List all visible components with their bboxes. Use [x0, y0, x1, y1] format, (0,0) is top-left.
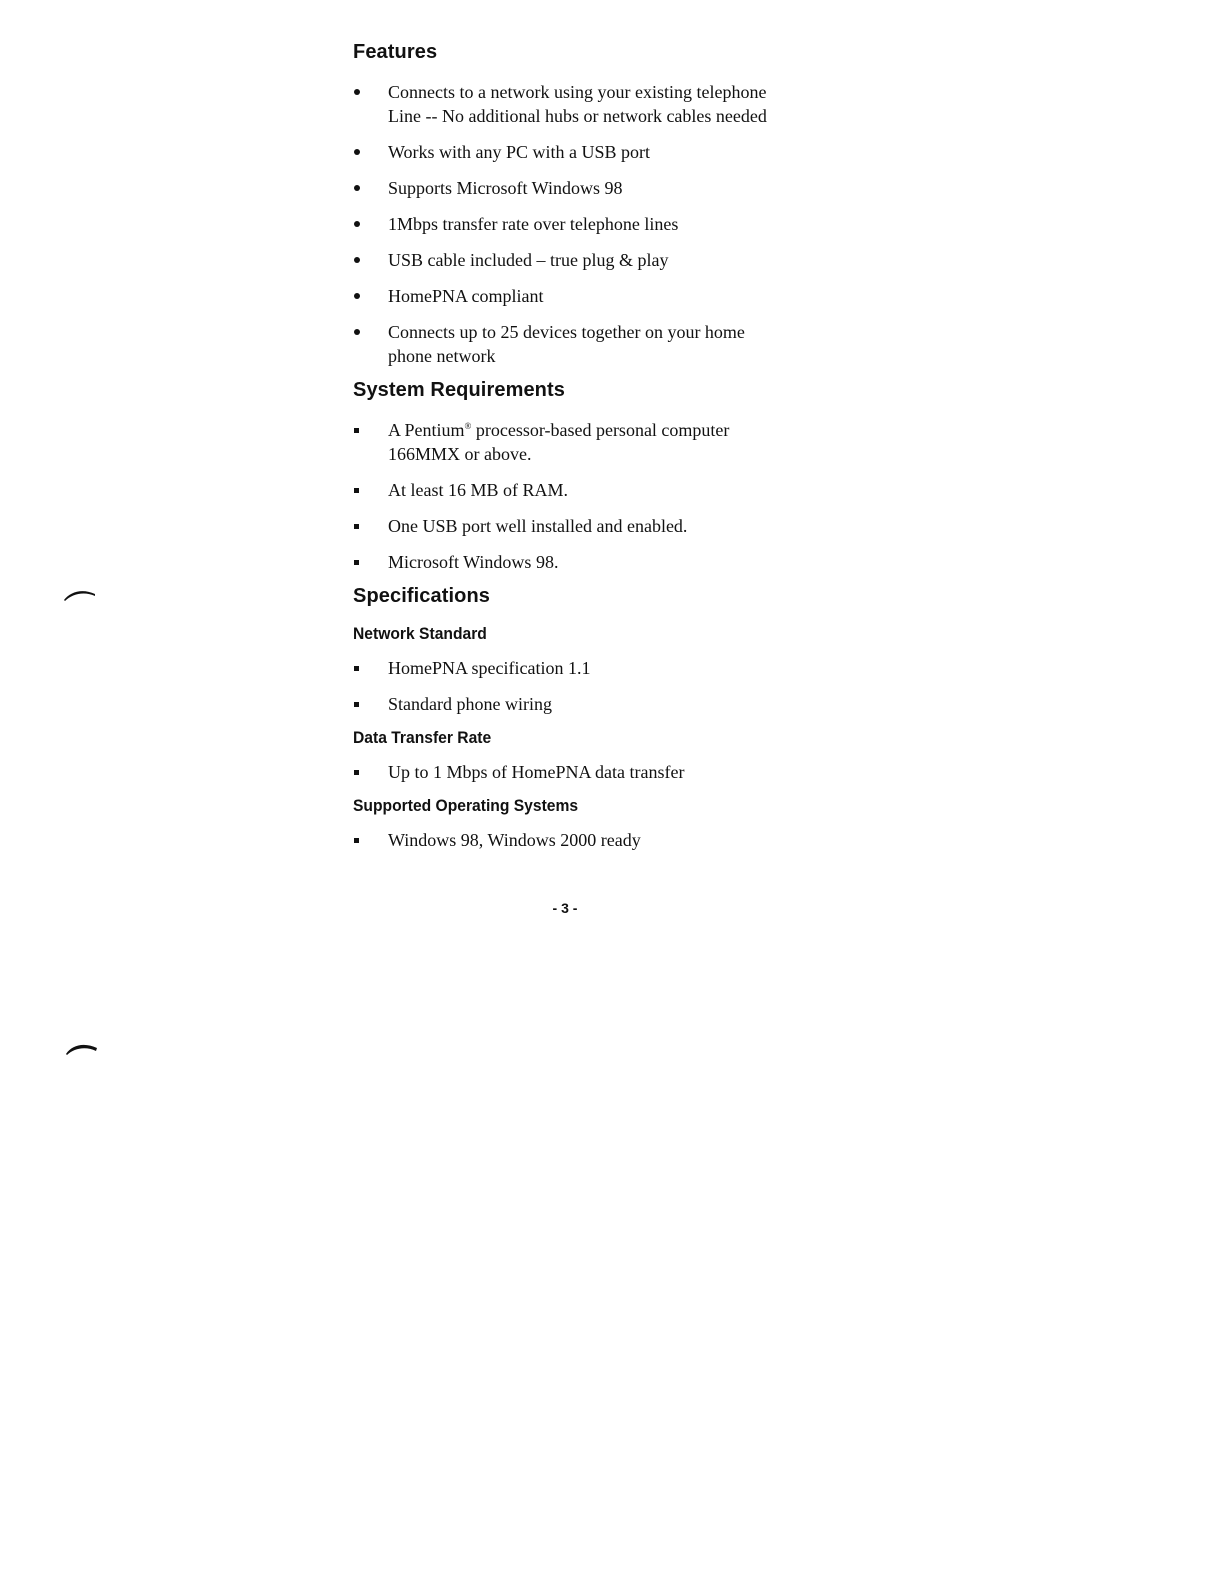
list-item: USB cable included – true plug & play [353, 248, 793, 272]
system-requirements-heading: System Requirements [353, 379, 565, 401]
list-item: HomePNA specification 1.1 [353, 656, 793, 680]
system-requirements-list [353, 418, 793, 574]
list-item: 1Mbps transfer rate over telephone lines [353, 212, 793, 236]
page-number: - 3 - [552, 900, 578, 916]
data-transfer-rate-list [353, 760, 793, 784]
registered-mark: ® [464, 421, 472, 431]
specifications-heading: Specifications [353, 585, 490, 607]
list-item: Works with any PC with a USB port [353, 140, 793, 164]
supported-os-heading: Supported Operating Systems [353, 796, 579, 815]
binding-mark-icon [64, 1040, 100, 1056]
list-item: Supports Microsoft Windows 98 [353, 176, 793, 200]
supported-os-list [353, 828, 793, 852]
list-item-text: A Pentium [388, 420, 465, 440]
list-item: HomePNA compliant [353, 284, 793, 308]
network-standard-list [353, 656, 793, 716]
list-item: At least 16 MB of RAM. [353, 478, 793, 502]
list-item [353, 418, 793, 466]
list-item: Connects up to 25 devices together on your home phone network [353, 320, 793, 368]
data-transfer-rate-heading: Data Transfer Rate [353, 728, 492, 747]
list-item: Standard phone wiring [353, 692, 793, 716]
list-item: Up to 1 Mbps of HomePNA data transfer [353, 760, 793, 784]
list-item: Connects to a network using your existing telephone Line -- No additional hubs or network cables needed [353, 80, 793, 128]
features-heading: Features [353, 41, 438, 63]
network-standard-heading: Network Standard [353, 624, 487, 643]
features-list [353, 80, 793, 368]
list-item: Windows 98, Windows 2000 ready [353, 828, 793, 852]
list-item: One USB port well installed and enabled. [353, 514, 793, 538]
list-item-text: processor-based personal computer 166MMX or above. [388, 420, 730, 464]
page-content [353, 38, 793, 864]
list-item: Microsoft Windows 98. [353, 550, 793, 574]
binding-mark-icon [62, 586, 98, 602]
